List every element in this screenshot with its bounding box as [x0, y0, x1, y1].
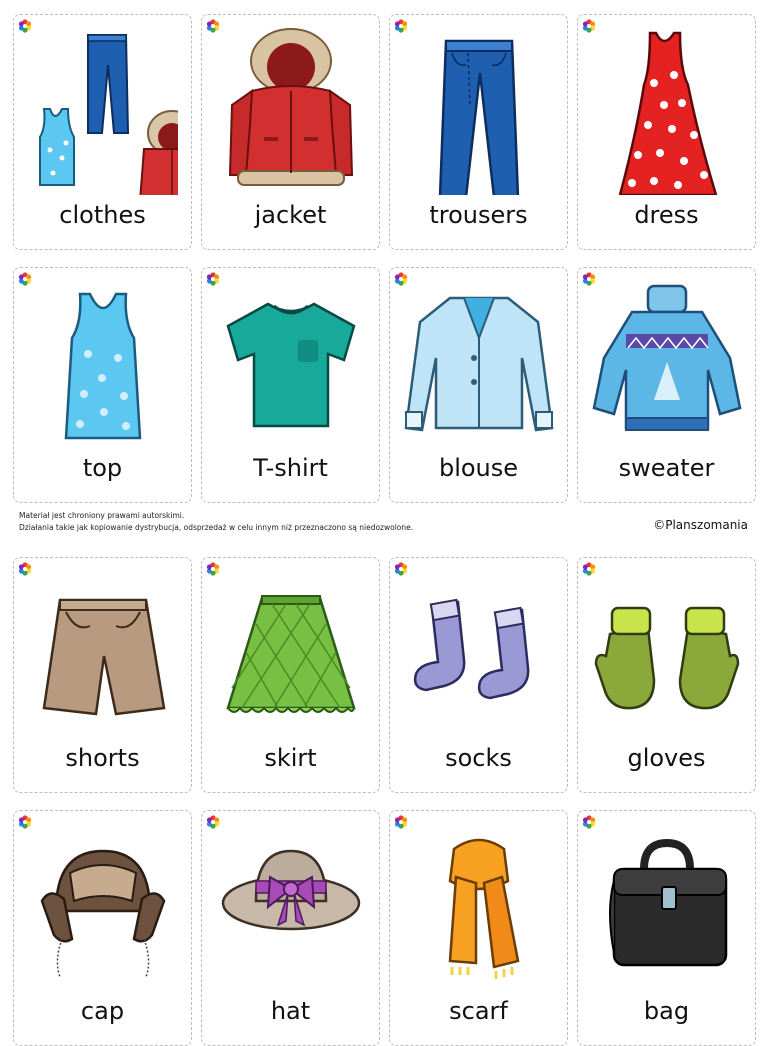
- card-word: blouse: [438, 454, 519, 482]
- gloves-icon: [592, 568, 742, 738]
- hat-icon: [216, 821, 366, 991]
- card-word: scarf: [449, 997, 508, 1025]
- card-clothes: [13, 14, 192, 250]
- flower-logo-icon: [394, 19, 408, 33]
- card-word: cap: [80, 997, 125, 1025]
- bag-icon: [592, 821, 742, 991]
- card-word: bag: [643, 997, 690, 1025]
- card-cap: [13, 810, 192, 1046]
- card-blouse: [389, 267, 568, 503]
- card-word: jacket: [254, 201, 327, 229]
- card-word: top: [82, 454, 123, 482]
- jacket-icon: [216, 25, 366, 195]
- scarf-icon: [404, 821, 554, 991]
- card-jacket: [201, 14, 380, 250]
- card-shorts: [13, 557, 192, 793]
- notice-line-2: Działania takie jak kopiowanie dystrybucja, odsprzedaż w celu innym niż przeznaczono są niedozwolone.: [19, 523, 414, 532]
- card-word: gloves: [627, 744, 706, 772]
- blouse-icon: [404, 278, 554, 448]
- flashcard-grid-bottom: [13, 557, 756, 1046]
- brand-copyright: ©Planszomania: [653, 518, 748, 532]
- tshirt-icon: [216, 278, 366, 448]
- card-word: socks: [445, 744, 512, 772]
- card-skirt: [201, 557, 380, 793]
- card-word: dress: [634, 201, 699, 229]
- copyright-notice: [19, 510, 413, 534]
- card-word: T-shirt: [253, 454, 328, 482]
- flower-logo-icon: [582, 815, 596, 829]
- card-dress: [577, 14, 756, 250]
- trousers-icon: [404, 25, 554, 195]
- tank-top-icon: [28, 278, 178, 448]
- card-tshirt: [201, 267, 380, 503]
- card-trousers: [389, 14, 568, 250]
- cap-icon: [28, 821, 178, 991]
- card-top: [13, 267, 192, 503]
- skirt-icon: [216, 568, 366, 738]
- card-word: skirt: [264, 744, 317, 772]
- flashcard-grid-top: [13, 14, 756, 503]
- card-scarf: [389, 810, 568, 1046]
- card-word: sweater: [618, 454, 715, 482]
- notice-line-1: Materiał jest chroniony prawami autorskimi.: [19, 511, 185, 520]
- socks-icon: [404, 568, 554, 738]
- card-word: shorts: [65, 744, 140, 772]
- card-gloves: [577, 557, 756, 793]
- clothes-set-icon: [28, 25, 178, 195]
- sweater-icon: [592, 278, 742, 448]
- card-word: clothes: [59, 201, 146, 229]
- shorts-icon: [28, 568, 178, 738]
- card-word: trousers: [429, 201, 528, 229]
- card-word: hat: [270, 997, 311, 1025]
- card-bag: [577, 810, 756, 1046]
- card-socks: [389, 557, 568, 793]
- dress-icon: [592, 25, 742, 195]
- card-hat: [201, 810, 380, 1046]
- card-sweater: [577, 267, 756, 503]
